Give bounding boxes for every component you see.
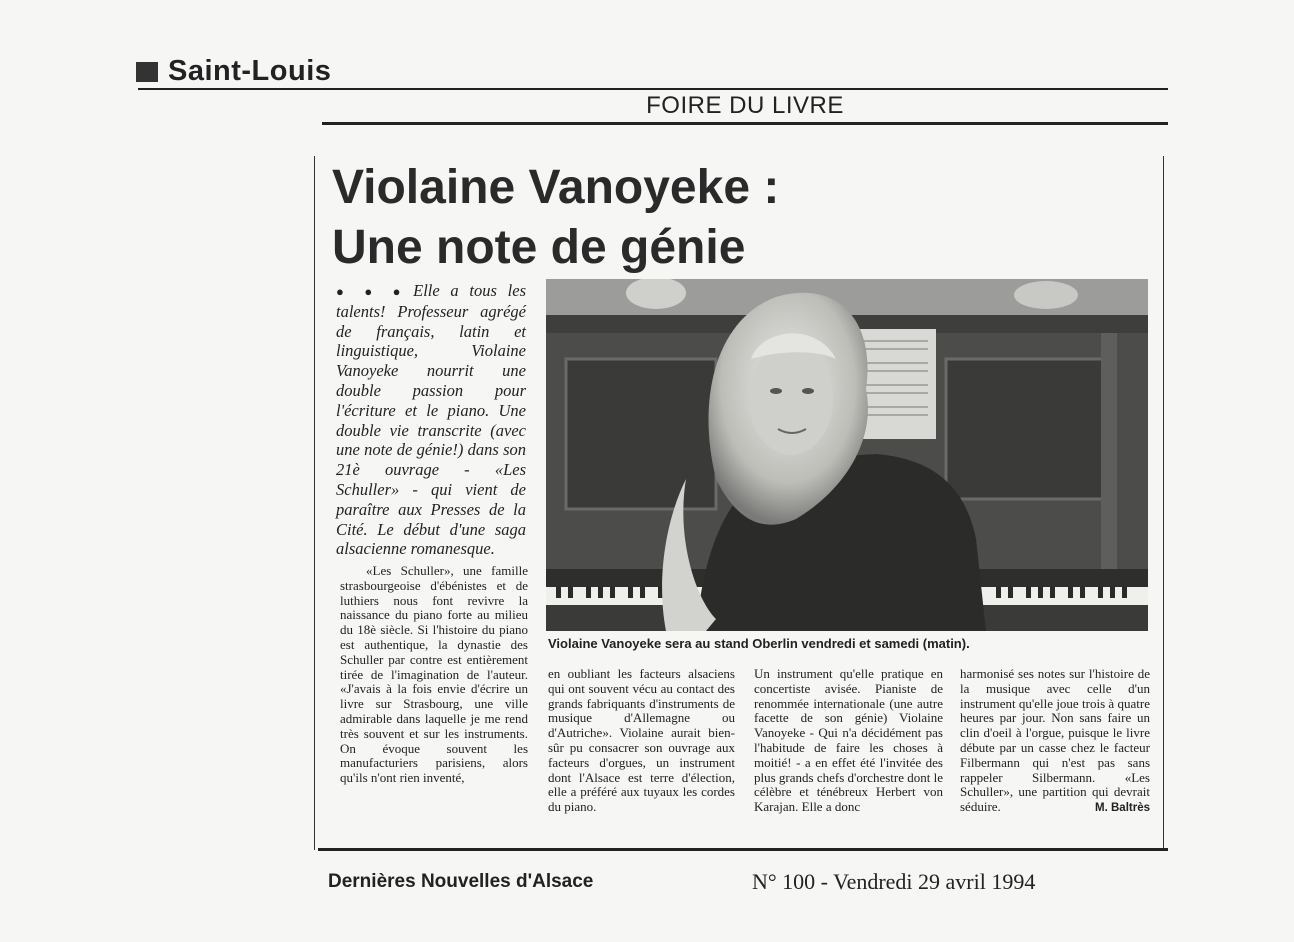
article-headline [332,158,779,278]
column-4-text: harmonisé ses notes sur l'histoire de la musique avec celle d'un instrument qu'elle joue trois à quatre heures par jour. Non sans faire un clin d'oeil à l'orgue, puisque le livre débute par un casse chez le facteur Filbermann qui n'est pas sans rappeler Silbermann. «Les Schuller», une partition qui devrait séduire. [960,666,1150,815]
author-signature: M. Baltrès [1095,801,1150,814]
headline-line-2: Une note de génie [332,221,746,274]
newspaper-name: Dernières Nouvelles d'Alsace [328,871,594,892]
article-photo [546,279,1148,631]
headline-line-1: Violaine Vanoyeke : [332,161,780,214]
rubric-rule [322,122,1168,125]
rubric-title: FOIRE DU LIVRE [646,92,844,119]
issue-date: N° 100 - Vendredi 29 avril 1994 [752,869,1036,894]
photo-portrait-pianist [546,279,1148,631]
lead-text: Elle a tous les talents! Professeur agrégé de français, latin et linguistique, Violaine Vanoyeke nourrit une double passion pour l'écriture et le piano. Une double vie transcrite (avec une note de génie!) dans son 21è ouvrage - «Les Schuller» - qui vient de paraître aux Presses de la Cité. Le début d'une saga alsacienne romanesque. [336,281,526,559]
article-column-1: «Les Schuller», une famille strasbourgeoise d'ébénistes et de luthiers nous font revivre la naissance du piano forte au milieu du 18è siècle. Si l'histoire du piano est authentique, la dynastie des Schuller par contre est entièrement tirée de l'imagination de l'auteur. «J'avais à la fois envie d'écrire un livre sur Strasbourg, une ville admirable dans laquelle je me rend très souvent et sur les instruments. On évoque souvent les manufacturiers parisiens, alors qu'ils n'ont rien inventé, [340,563,528,786]
article-bottom-rule [318,848,1168,851]
section-marker [136,62,158,82]
header-rule [138,88,1168,90]
article-column-2: en oubliant les facteurs alsaciens qui ont souvent vécu au contact des grands fabriquants d'instruments de musique d'Allemagne ou d'Autriche». Violaine aurait bien-sûr pu consacrer son ouvrage aux facteurs d'orgues, un instrument dont l'Alsace est terre d'élection, elle a préféré aux tuyaux les cordes du piano. [548,666,735,815]
lead-dots: ● ● ● [336,284,410,299]
photo-caption: Violaine Vanoyeke sera au stand Oberlin vendredi et samedi (matin). [548,636,970,651]
article-column-4 [960,667,1150,816]
article-lead [336,281,526,559]
article-column-3: Un instrument qu'elle pratique en concertiste avisée. Pianiste de renommée internationale (une autre facette de son génie) Violaine Vanoyeke - Qui n'a décidément pas l'habitude de faire les choses à moitié! - a en effet été l'invitée des plus grands chefs d'orchestre dont le célèbre et ténébreux Herbert von Karajan. Elle a donc [754,666,943,815]
section-title: Saint-Louis [168,55,332,87]
